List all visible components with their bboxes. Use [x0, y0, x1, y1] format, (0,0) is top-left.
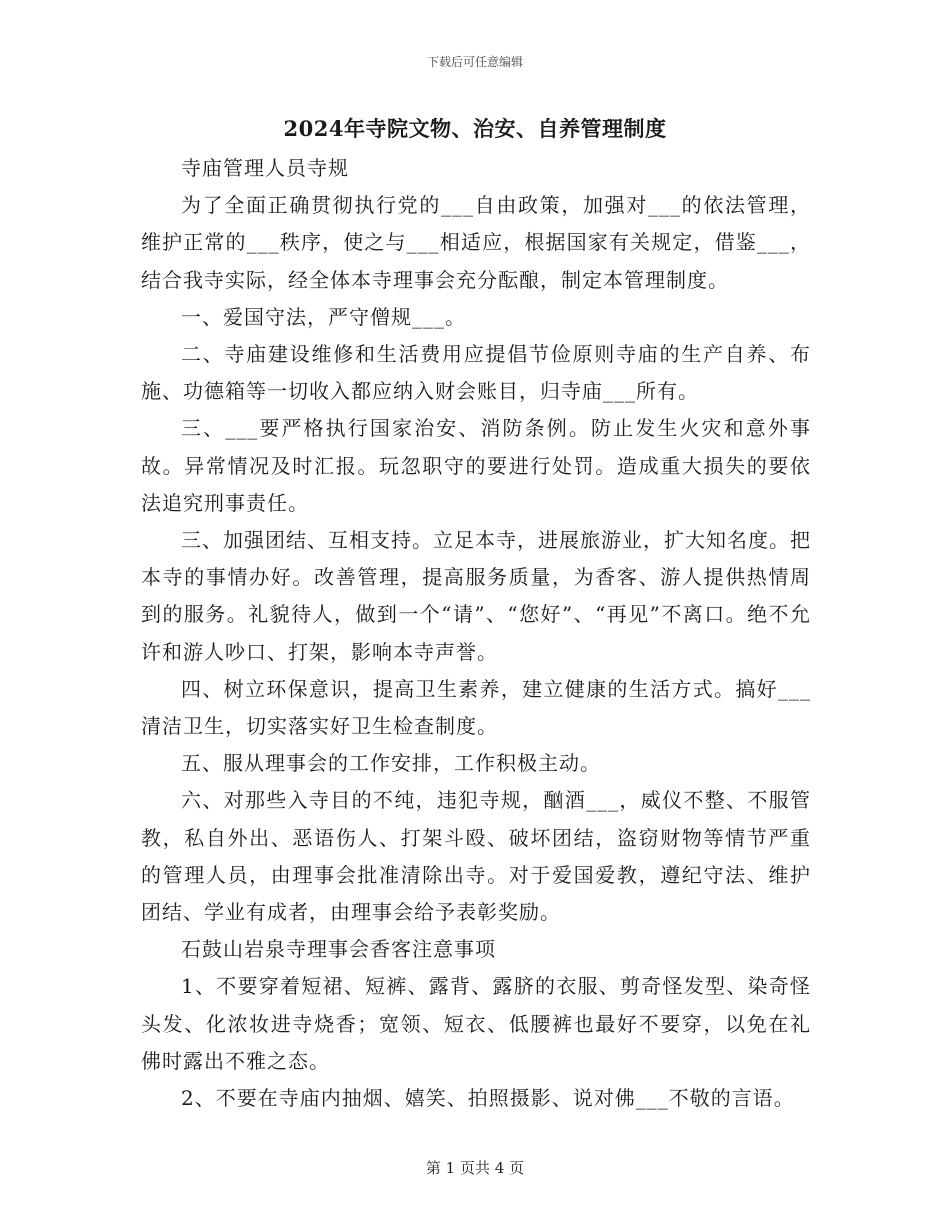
- paragraph-rule-6: 六、对那些入寺目的不纯，违犯寺规，酗酒___，威仪不整、不服管教，私自外出、恶语伤人、打架斗殴、破坏团结，盗窃财物等情节严重的管理人员，由理事会批准清除出寺。对于爱国爱教，遵纪守法、维护团结、学业有成者，由理事会给予表彰奖励。: [141, 788, 811, 925]
- paragraph-rule-5: 五、服从理事会的工作安排，工作积极主动。: [181, 751, 601, 776]
- document-body: [141, 150, 811, 1117]
- section-heading-visitor-notes: 石鼓山岩泉寺理事会香客注意事项: [181, 937, 496, 962]
- page-footer: 第 1 页共 4 页: [425, 1159, 525, 1177]
- paragraph-preamble: 为了全面正确贯彻执行党的___自由政策，加强对___的依法管理，维护正常的___秩序，使之与___相适应，根据国家有关规定，借鉴___，结合我寺实际，经全体本寺理事会充分酝酿，制定本管理制度。: [141, 193, 811, 292]
- paragraph-rule-3b: 三、加强团结、互相支持。立足本寺，进展旅游业，扩大知名度。把本寺的事情办好。改善管理，提高服务质量，为香客、游人提供热情周到的服务。礼貌待人，做到一个“请”、“您好”、“再见”不离口。绝不允许和游人吵口、打架，影响本寺声誉。: [141, 528, 811, 664]
- paragraph-visitor-note-2: 2、不要在寺庙内抽烟、嬉笑、拍照摄影、说对佛___不敬的言语。: [181, 1086, 795, 1111]
- paragraph-rule-1: 一、爱国守法，严守僧规___。: [181, 304, 466, 329]
- paragraph-rule-3a: 三、___要严格执行国家治安、消防条例。防止发生火灾和意外事故。异常情况及时汇报。玩忽职守的要进行处罚。造成重大损失的要依法追究刑事责任。: [141, 416, 811, 515]
- page-header: 下载后可任意编辑: [426, 55, 523, 69]
- document-title: 2024年寺院文物、治安、自养管理制度: [283, 116, 667, 141]
- paragraph-rule-4: 四、树立环保意识，提高卫生素养，建立健康的生活方式。搞好___清洁卫生，切实落实好卫生检查制度。: [141, 676, 811, 739]
- paragraph-rule-2: 二、寺庙建设维修和生活费用应提倡节俭原则寺庙的生产自养、布施、功德箱等一切收入都应纳入财会账目，归寺庙___所有。: [141, 342, 811, 404]
- paragraph-visitor-note-1: 1、不要穿着短裙、短裤、露背、露脐的衣服、剪奇怪发型、染奇怪头发、化浓妆进寺烧香；宽领、短衣、低腰裤也最好不要穿，以免在礼佛时露出不雅之态。: [141, 974, 811, 1073]
- section-heading-staff-rules: 寺庙管理人员寺规: [181, 156, 349, 180]
